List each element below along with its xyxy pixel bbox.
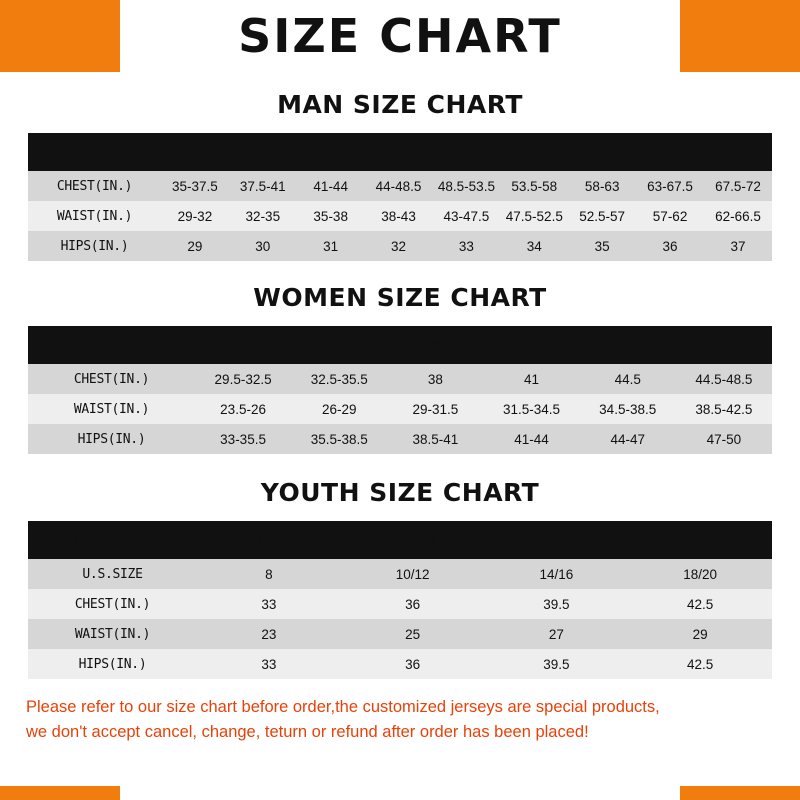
table-row	[28, 649, 772, 679]
table-cell: 32.5-35.5	[291, 364, 387, 394]
table-row	[28, 394, 772, 424]
table-cell: 39.5	[485, 649, 629, 679]
table-row	[28, 589, 772, 619]
table-header-cell: M	[430, 336, 441, 354]
row-label: HIPS(IN.)	[28, 649, 197, 679]
table-cell: 36	[341, 589, 485, 619]
footer-note-line-1: Please refer to our size chart before order,the customized jerseys are special products,	[26, 698, 660, 716]
table-cell: 44-47	[580, 424, 676, 454]
table-header-cell: MEN'S	[44, 142, 91, 162]
table-cell: 29	[628, 619, 772, 649]
header-banner	[0, 0, 800, 72]
table-header-cell: XS	[233, 336, 253, 354]
footer-note	[26, 695, 774, 745]
table-cell: 27	[485, 619, 629, 649]
table-cell: 34	[500, 231, 568, 261]
table-cell: 29	[161, 231, 229, 261]
table-header-cell: 3XL	[520, 143, 549, 161]
youth-section-title: YOUTH SIZE CHART	[260, 478, 540, 507]
row-label: HIPS(IN.)	[28, 231, 161, 261]
table-cell: 57-62	[636, 201, 704, 231]
table-cell: 8	[197, 559, 341, 589]
footer-note-line-2: we don't accept cancel, change, teturn or refund after order has been placed!	[26, 722, 589, 741]
page-title: SIZE CHART	[238, 9, 562, 63]
table-cell: 23.5-26	[195, 394, 291, 424]
table-cell: 38	[387, 364, 483, 394]
table-header-cell: YTH M	[388, 531, 437, 549]
row-label: HIPS(IN.)	[28, 424, 195, 454]
table-header-cell: YTH S	[245, 531, 293, 549]
table-cell: 41-44	[483, 424, 579, 454]
table-cell: 33	[433, 231, 501, 261]
table-cell: 29.5-32.5	[195, 364, 291, 394]
table-cell: 32	[365, 231, 433, 261]
table-header-cell: 2XL	[452, 143, 481, 161]
table-cell: 47.5-52.5	[500, 201, 568, 231]
table-cell: 53.5-58	[500, 171, 568, 201]
table-cell: 38.5-42.5	[676, 394, 772, 424]
table-row	[28, 171, 772, 201]
table-header-cell: XL	[389, 143, 409, 161]
table-header-cell: 5XL	[655, 143, 685, 161]
table-header-cell: L	[526, 336, 537, 354]
table-cell: 33	[197, 649, 341, 679]
women-section-title: WOMEN SIZE CHART	[253, 283, 547, 312]
table-cell: 34.5-38.5	[580, 394, 676, 424]
table-cell: 38.5-41	[387, 424, 483, 454]
table-cell: 23	[197, 619, 341, 649]
row-label: CHEST(IN.)	[28, 589, 197, 619]
table-cell: 44.5-48.5	[676, 364, 772, 394]
table-cell: 18/20	[628, 559, 772, 589]
table-cell: 52.5-57	[568, 201, 636, 231]
man-size-table	[28, 133, 772, 261]
table-cell: 37	[704, 231, 772, 261]
table-header-cell: S	[190, 143, 200, 161]
table-cell: 35-38	[297, 201, 365, 231]
footer-white-block	[120, 786, 680, 800]
table-header-cell: YTH L	[532, 531, 581, 549]
table-header-row	[28, 521, 772, 559]
table-cell: 33	[197, 589, 341, 619]
women-size-table	[28, 326, 772, 454]
table-cell: 44.5	[580, 364, 676, 394]
table-cell: 44-48.5	[365, 171, 433, 201]
row-label: WAIST(IN.)	[28, 394, 195, 424]
table-cell: 36	[341, 649, 485, 679]
table-cell: 35.5-38.5	[291, 424, 387, 454]
youth-size-table	[28, 521, 772, 679]
table-header-cell: XXL	[709, 336, 739, 354]
row-label: WAIST(IN.)	[28, 201, 161, 231]
table-cell: 35	[568, 231, 636, 261]
table-header-row	[28, 133, 772, 171]
table-cell: 26-29	[291, 394, 387, 424]
table-cell: 41	[483, 364, 579, 394]
table-cell: 33-35.5	[195, 424, 291, 454]
table-header-row	[28, 326, 772, 364]
table-row	[28, 364, 772, 394]
table-header-cell: 6XL	[723, 143, 753, 161]
table-header-cell: L	[325, 143, 336, 161]
table-row	[28, 559, 772, 589]
table-cell: 42.5	[628, 589, 772, 619]
table-cell: 43-47.5	[433, 201, 501, 231]
table-header-cell: WOMEN'S	[44, 335, 110, 355]
table-header-cell: 4XL	[587, 143, 617, 161]
table-cell: 63-67.5	[636, 171, 704, 201]
row-label: WAIST(IN.)	[28, 619, 197, 649]
table-row	[28, 231, 772, 261]
table-cell: 39.5	[485, 589, 629, 619]
man-section-title: MAN SIZE CHART	[277, 90, 523, 119]
table-cell: 29-31.5	[387, 394, 483, 424]
table-cell: 67.5-72	[704, 171, 772, 201]
table-cell: 31.5-34.5	[483, 394, 579, 424]
table-cell: 10/12	[341, 559, 485, 589]
table-cell: 35-37.5	[161, 171, 229, 201]
table-row	[28, 424, 772, 454]
table-cell: 38-43	[365, 201, 433, 231]
table-cell: 62-66.5	[704, 201, 772, 231]
table-cell: 30	[229, 231, 297, 261]
table-header-cell: XL	[618, 336, 638, 354]
table-cell: 42.5	[628, 649, 772, 679]
table-row	[28, 619, 772, 649]
table-header-cell: YTH XL	[671, 531, 729, 549]
row-label: CHEST(IN.)	[28, 364, 195, 394]
table-cell: 25	[341, 619, 485, 649]
table-header-cell: M	[258, 143, 268, 161]
table-cell: 29-32	[161, 201, 229, 231]
table-header-cell: YOUTH	[44, 530, 91, 550]
table-cell: 37.5-41	[229, 171, 297, 201]
table-cell: 48.5-53.5	[433, 171, 501, 201]
table-cell: 41-44	[297, 171, 365, 201]
table-cell: 58-63	[568, 171, 636, 201]
table-cell: 14/16	[485, 559, 629, 589]
table-cell: 47-50	[676, 424, 772, 454]
footer-bar	[0, 786, 800, 800]
row-label: U.S.SIZE	[28, 559, 197, 589]
table-cell: 31	[297, 231, 365, 261]
table-cell: 36	[636, 231, 704, 261]
table-cell: 32-35	[229, 201, 297, 231]
table-header-cell: S	[334, 336, 344, 354]
table-row	[28, 201, 772, 231]
row-label: CHEST(IN.)	[28, 171, 161, 201]
